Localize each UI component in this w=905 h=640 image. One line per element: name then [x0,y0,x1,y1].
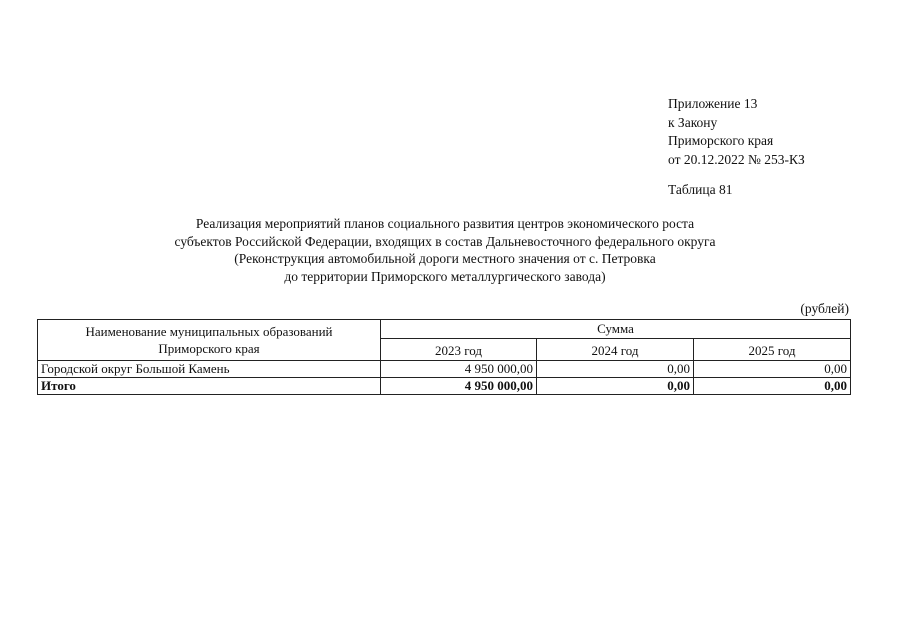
table-number: Таблица 81 [668,182,733,197]
year-header-2024: 2024 год [537,339,694,361]
total-2024: 0,00 [537,378,694,395]
title-line: (Реконструкция автомобильной дороги местного значения от с. Петровка [234,251,656,266]
title-line: Реализация мероприятий планов социального развития центров экономического роста [195,216,695,231]
appendix-line: к Закону [668,114,718,130]
total-2025: 0,00 [694,378,851,395]
title-line: субъектов Российской Федерации, входящих в состав Дальневосточного федерального округа [174,233,716,249]
header-line: Приморского края [158,341,260,356]
document-title [40,215,850,285]
appendix-block [668,95,805,169]
amount-2025: 0,00 [694,361,851,378]
appendix-line: Приложение 13 [668,96,758,111]
unit-label: (рублей) [800,301,849,316]
total-2023: 4 950 000,00 [381,378,537,395]
header-line: Наименование муниципальных образований [85,324,333,339]
municipality-column-header [38,320,381,361]
amount-2023: 4 950 000,00 [381,361,537,378]
sum-column-header: Сумма [381,320,851,339]
table-row [38,361,851,378]
amount-2024: 0,00 [537,361,694,378]
title-line: до территории Приморского металлургического завода) [284,268,606,284]
appendix-line: Приморского края [668,133,774,148]
budget-table [37,319,851,395]
appendix-line: от 20.12.2022 № 253-КЗ [668,151,805,167]
municipality-name: Городской округ Большой Камень [38,361,381,378]
total-label: Итого [38,378,381,395]
total-row [38,378,851,395]
year-header-2025: 2025 год [694,339,851,361]
year-header-2023: 2023 год [381,339,537,361]
